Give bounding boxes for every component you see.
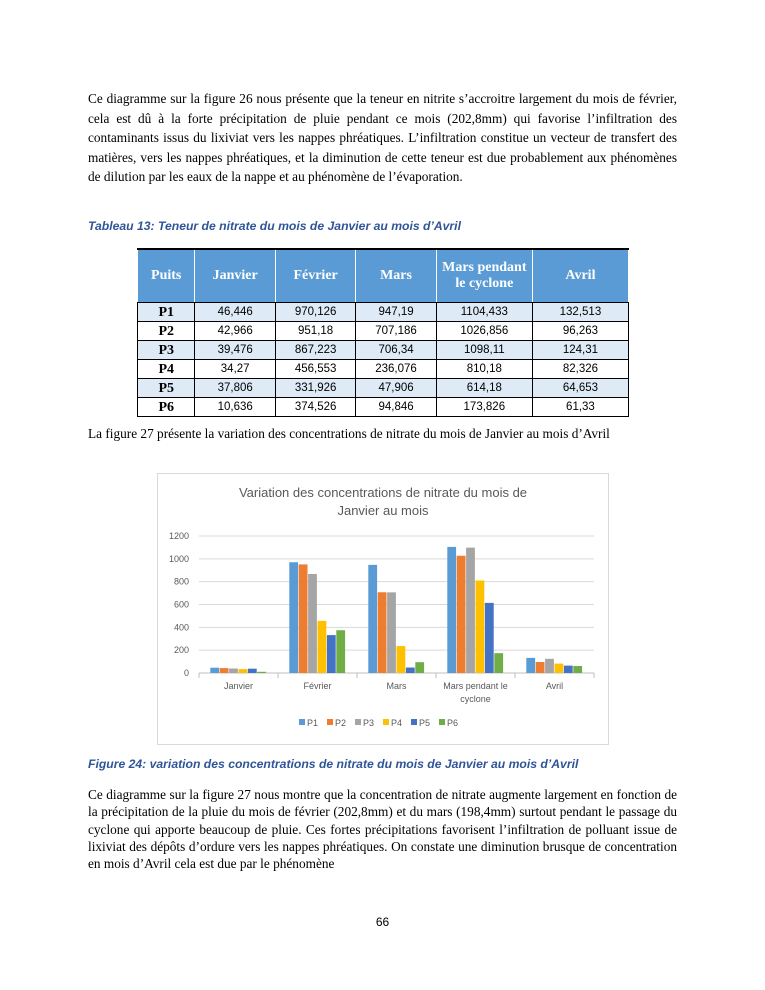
bar-p3 bbox=[229, 668, 238, 673]
header-janvier: Janvier bbox=[195, 249, 275, 303]
bar-p2 bbox=[299, 564, 308, 673]
table-row bbox=[138, 341, 629, 360]
table-cell: 124,31 bbox=[532, 341, 628, 360]
table-cell: 82,326 bbox=[532, 360, 628, 379]
table-row bbox=[138, 379, 629, 398]
y-tick-label: 1200 bbox=[168, 531, 189, 541]
x-tick-label: Avril bbox=[545, 681, 564, 691]
table-cell: 64,653 bbox=[532, 379, 628, 398]
table-row bbox=[138, 303, 629, 322]
table-cell: 61,33 bbox=[532, 398, 628, 417]
row-label: P3 bbox=[138, 341, 195, 360]
y-tick-label: 600 bbox=[173, 599, 189, 610]
table-row bbox=[138, 398, 629, 417]
header-fevrier: Février bbox=[275, 249, 355, 303]
header-mars: Mars bbox=[356, 249, 436, 303]
table-cell: 374,526 bbox=[275, 398, 355, 417]
legend-label: P3 bbox=[363, 718, 375, 728]
table-cell: 970,126 bbox=[275, 303, 355, 322]
table-row bbox=[138, 360, 629, 379]
bar-p4 bbox=[397, 646, 406, 673]
table-cell: 947,19 bbox=[356, 303, 436, 322]
y-tick-label: 200 bbox=[173, 645, 189, 656]
table-cell: 706,34 bbox=[356, 341, 436, 360]
table-cell: 867,223 bbox=[275, 341, 355, 360]
y-tick-label: 1000 bbox=[168, 553, 189, 564]
y-tick-label: 0 bbox=[183, 668, 189, 678]
table-cell: 34,27 bbox=[195, 360, 275, 379]
table-cell: 37,806 bbox=[195, 379, 275, 398]
paragraph-figure-intro: La figure 27 présente la variation des concentrations de nitrate du mois de Janvier au mois d’Avril bbox=[88, 426, 610, 441]
legend-swatch-p4 bbox=[383, 719, 389, 725]
bar-p4 bbox=[476, 581, 485, 673]
bar-p2 bbox=[457, 556, 466, 673]
legend-swatch-p6 bbox=[439, 719, 445, 725]
table-cell: 173,826 bbox=[436, 398, 532, 417]
bar-p5 bbox=[485, 603, 494, 673]
bar-p1 bbox=[210, 668, 219, 673]
bar-p4 bbox=[555, 664, 564, 673]
table-cell: 47,906 bbox=[356, 379, 436, 398]
bar-p1 bbox=[526, 658, 535, 673]
bar-p1 bbox=[289, 562, 298, 673]
figure-caption: Figure 24: variation des concentrations de nitrate du mois de Janvier au mois d’Avril bbox=[88, 757, 579, 771]
row-label: P5 bbox=[138, 379, 195, 398]
legend-swatch-p1 bbox=[299, 719, 305, 725]
page-number: 66 bbox=[375, 915, 390, 929]
y-tick-label: 800 bbox=[173, 576, 189, 587]
bar-p2 bbox=[378, 592, 387, 673]
bar-p1 bbox=[447, 547, 456, 673]
table-cell: 614,18 bbox=[436, 379, 532, 398]
bar-p5 bbox=[327, 635, 336, 673]
bar-p5 bbox=[248, 669, 257, 673]
table-row bbox=[138, 322, 629, 341]
table-caption: Tableau 13: Teneur de nitrate du mois de Janvier au mois d’Avril bbox=[88, 219, 461, 233]
table-header-row bbox=[138, 249, 629, 303]
bar-p6 bbox=[257, 672, 266, 673]
bar-p6 bbox=[415, 662, 424, 673]
nitrate-table bbox=[137, 248, 629, 417]
table-cell: 331,926 bbox=[275, 379, 355, 398]
chart-canvas bbox=[158, 474, 608, 744]
bar-p3 bbox=[308, 574, 317, 673]
legend-label: P6 bbox=[447, 718, 459, 728]
header-mars-cyclone: Mars pendant le cyclone bbox=[436, 249, 532, 303]
y-tick-label: 400 bbox=[173, 622, 189, 633]
table-cell: 707,186 bbox=[356, 322, 436, 341]
header-puits: Puits bbox=[138, 249, 195, 303]
chart-title-line: Janvier au mois bbox=[337, 503, 429, 518]
legend-label: P5 bbox=[419, 718, 431, 728]
legend-label: P1 bbox=[307, 718, 319, 728]
legend-label: P4 bbox=[391, 718, 403, 728]
table-cell: 96,263 bbox=[532, 322, 628, 341]
table-cell: 810,18 bbox=[436, 360, 532, 379]
bar-p3 bbox=[466, 548, 475, 673]
table-cell: 236,076 bbox=[356, 360, 436, 379]
bar-p3 bbox=[545, 659, 554, 673]
table-cell: 94,846 bbox=[356, 398, 436, 417]
bar-p6 bbox=[573, 666, 582, 673]
bar-p2 bbox=[220, 668, 229, 673]
row-label: P2 bbox=[138, 322, 195, 341]
bar-p4 bbox=[239, 669, 248, 673]
bar-p6 bbox=[336, 630, 345, 673]
x-tick-label: cyclone bbox=[460, 694, 491, 704]
bar-p6 bbox=[494, 653, 503, 673]
chart-title-line: Variation des concentrations de nitrate du mois de bbox=[238, 485, 528, 500]
table-cell: 42,966 bbox=[195, 322, 275, 341]
x-tick-label: Février bbox=[303, 681, 332, 691]
paragraph-nitrate-discussion: Ce diagramme sur la figure 27 nous montre que la concentration de nitrate augmente largement en fonction de la précipitation de la pluie du mois de février (202,8mm) et du mars (198,4mm) surtout pendant le passage du cyclone qui apporte beaucoup de pluie. Ces fortes précipitations favorisent l’infiltration de polluant issue de lixiviat des dépôts d’ordure vers les nappes phréatiques. On constate une diminution brusque de concentration en mois d’Avril cela est due par le phénomène bbox=[88, 787, 677, 872]
table-cell: 951,18 bbox=[275, 322, 355, 341]
paragraph-nitrite-discussion: Ce diagramme sur la figure 26 nous présente que la teneur en nitrite s’accroitre largement du mois de février, cela est dû à la forte précipitation de pluie pendant ce mois (202,8mm) qui favorise l’infiltration des contaminants issus du lixiviat vers les nappes phréatiques. L’infiltration constitue un vecteur de transfert des matières, vers les nappes phréatiques, et la diminution de cette teneur est due probablement aux phénomènes de dilution par les eaux de la nappe et au phénomène de l’évaporation. bbox=[88, 91, 677, 185]
row-label: P6 bbox=[138, 398, 195, 417]
x-tick-label: Mars bbox=[386, 681, 407, 691]
legend-swatch-p3 bbox=[355, 719, 361, 725]
table-cell: 46,446 bbox=[195, 303, 275, 322]
legend-swatch-p5 bbox=[411, 719, 417, 725]
table-cell: 1026,856 bbox=[436, 322, 532, 341]
table-cell: 1104,433 bbox=[436, 303, 532, 322]
legend-swatch-p2 bbox=[327, 719, 333, 725]
table-cell: 10,636 bbox=[195, 398, 275, 417]
table-cell: 39,476 bbox=[195, 341, 275, 360]
row-label: P1 bbox=[138, 303, 195, 322]
bar-p3 bbox=[387, 592, 396, 673]
bar-p2 bbox=[536, 662, 545, 673]
bar-p5 bbox=[564, 666, 573, 673]
table-cell: 456,553 bbox=[275, 360, 355, 379]
nitrate-chart bbox=[157, 473, 609, 745]
x-tick-label: Janvier bbox=[223, 681, 254, 691]
x-tick-label: Mars pendant le bbox=[443, 681, 508, 691]
bar-p4 bbox=[318, 621, 327, 673]
table-cell: 1098,11 bbox=[436, 341, 532, 360]
bar-p1 bbox=[368, 565, 377, 673]
header-avril: Avril bbox=[532, 249, 628, 303]
legend-label: P2 bbox=[335, 718, 347, 728]
row-label: P4 bbox=[138, 360, 195, 379]
bar-p5 bbox=[406, 668, 415, 673]
table-cell: 132,513 bbox=[532, 303, 628, 322]
